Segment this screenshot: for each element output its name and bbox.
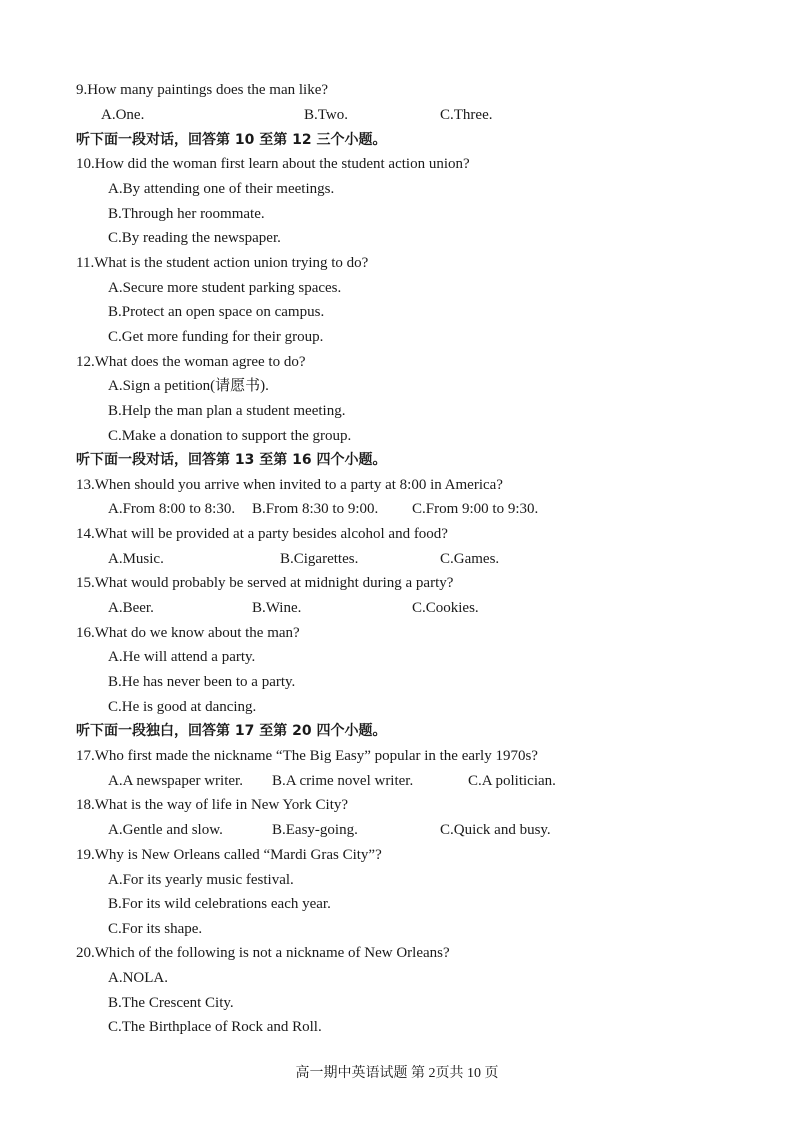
question-10-option-a: A.By attending one of their meetings. <box>108 181 335 197</box>
question-9-option-b: B.Two. <box>304 107 348 123</box>
section-heading-17-20: 听下面一段独白，回答第 17 至第 20 四个小题。 <box>76 723 387 739</box>
section-heading-13-16: 听下面一段对话，回答第 13 至第 16 四个小题。 <box>76 452 387 468</box>
question-15-option-b: B.Wine. <box>252 600 302 616</box>
question-10-option-b: B.Through her roommate. <box>108 206 265 222</box>
question-18-option-a: A.Gentle and slow. <box>108 822 223 838</box>
question-12-stem: 12.What does the woman agree to do? <box>76 354 306 370</box>
page-footer: 高一期中英语试题 第 2页共 10 页 <box>295 1066 499 1081</box>
question-9-option-a: A.One. <box>101 107 145 123</box>
question-16-option-c: C.He is good at dancing. <box>108 699 257 715</box>
question-15-stem: 15.What would probably be served at midnight during a party? <box>76 575 454 591</box>
question-19-option-a: A.For its yearly music festival. <box>108 872 294 888</box>
question-11-stem: 11.What is the student action union trying to do? <box>76 255 369 271</box>
question-12-option-c: C.Make a donation to support the group. <box>108 428 352 444</box>
question-18-stem: 18.What is the way of life in New York City? <box>76 797 349 813</box>
question-9-stem: 9.How many paintings does the man like? <box>76 82 329 98</box>
question-20-option-a: A.NOLA. <box>108 970 168 986</box>
question-17-option-b: B.A crime novel writer. <box>272 773 414 789</box>
question-13-option-c: C.From 9:00 to 9:30. <box>412 501 539 517</box>
question-20-stem: 20.Which of the following is not a nickname of New Orleans? <box>76 945 450 961</box>
question-17-stem: 17.Who first made the nickname “The Big Easy” popular in the early 1970s? <box>76 748 538 764</box>
question-20-option-b: B.The Crescent City. <box>108 995 234 1011</box>
question-16-option-a: A.He will attend a party. <box>108 649 256 665</box>
question-13-option-a: A.From 8:00 to 8:30. <box>108 501 236 517</box>
question-9-option-c: C.Three. <box>440 107 493 123</box>
section-heading-10-12: 听下面一段对话，回答第 10 至第 12 三个小题。 <box>76 132 387 148</box>
question-16-stem: 16.What do we know about the man? <box>76 625 300 641</box>
question-17-option-a: A.A newspaper writer. <box>108 773 243 789</box>
question-11-option-a: A.Secure more student parking spaces. <box>108 280 342 296</box>
question-18-option-c: C.Quick and busy. <box>440 822 551 838</box>
question-10-option-c: C.By reading the newspaper. <box>108 230 281 246</box>
question-20-option-c: C.The Birthplace of Rock and Roll. <box>108 1019 322 1035</box>
question-16-option-b: B.He has never been to a party. <box>108 674 296 690</box>
question-13-stem: 13.When should you arrive when invited to a party at 8:00 in America? <box>76 477 503 493</box>
question-19-stem: 19.Why is New Orleans called “Mardi Gras City”? <box>76 847 382 863</box>
question-13-option-b: B.From 8:30 to 9:00. <box>252 501 379 517</box>
question-19-option-b: B.For its wild celebrations each year. <box>108 896 331 912</box>
question-14-option-b: B.Cigarettes. <box>280 551 359 567</box>
question-14-option-c: C.Games. <box>440 551 500 567</box>
question-12-option-a: A.Sign a petition(请愿书). <box>108 378 269 394</box>
question-19-option-c: C.For its shape. <box>108 921 203 937</box>
question-18-option-b: B.Easy-going. <box>272 822 358 838</box>
question-15-option-c: C.Cookies. <box>412 600 479 616</box>
question-15-option-a: A.Beer. <box>108 600 154 616</box>
question-17-option-c: C.A politician. <box>468 773 556 789</box>
question-14-option-a: A.Music. <box>108 551 164 567</box>
question-11-option-c: C.Get more funding for their group. <box>108 329 324 345</box>
question-12-option-b: B.Help the man plan a student meeting. <box>108 403 346 419</box>
question-10-stem: 10.How did the woman first learn about the student action union? <box>76 156 470 172</box>
question-11-option-b: B.Protect an open space on campus. <box>108 304 325 320</box>
question-14-stem: 14.What will be provided at a party besides alcohol and food? <box>76 526 448 542</box>
